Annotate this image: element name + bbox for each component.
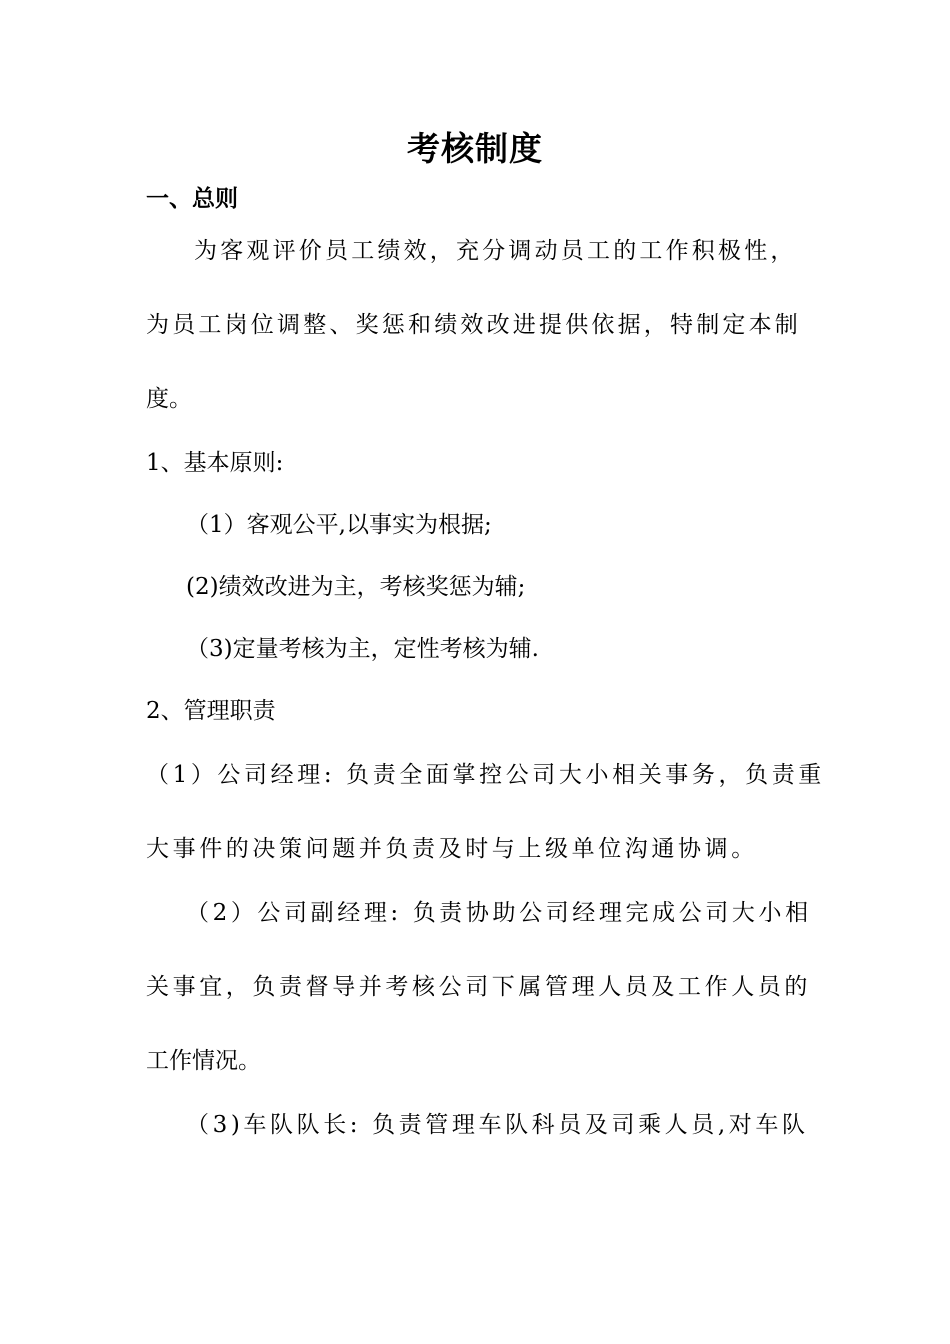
paragraph-line: 为员工岗位调整、奖惩和绩效改进提供依据，特制定本制 [146,312,801,338]
paragraph-line: 工作情况。 [146,1048,261,1074]
paragraph-line: 为客观评价员工绩效，充分调动员工的工作积极性， [194,238,797,264]
principle-item: (2)绩效改进为主，考核奖惩为辅; [186,574,526,600]
paragraph-line: （3)车队队长: 负责管理车队科员及司乘人员,对车队 [186,1112,809,1138]
paragraph-line: （1）公司经理: 负责全面掌控公司大小相关事务，负责重 [146,762,825,788]
subheading-principles: 1、基本原则: [146,450,284,476]
principle-item: （3)定量考核为主，定性考核为辅. [186,636,539,662]
paragraph-line: 关事宜，负责督导并考核公司下属管理人员及工作人员的 [146,974,811,1000]
paragraph-line: （2）公司副经理: 负责协助公司经理完成公司大小相 [186,900,812,926]
document-title: 考核制度 [407,129,543,168]
principle-item: （1）客观公平,以事实为根据; [186,512,492,538]
paragraph-line: 大事件的决策问题并负责及时与上级单位沟通协调。 [146,836,758,862]
section-heading-general: 一、总则 [146,186,238,212]
paragraph-line: 度。 [146,386,192,412]
subheading-duties: 2、管理职责 [146,698,276,724]
